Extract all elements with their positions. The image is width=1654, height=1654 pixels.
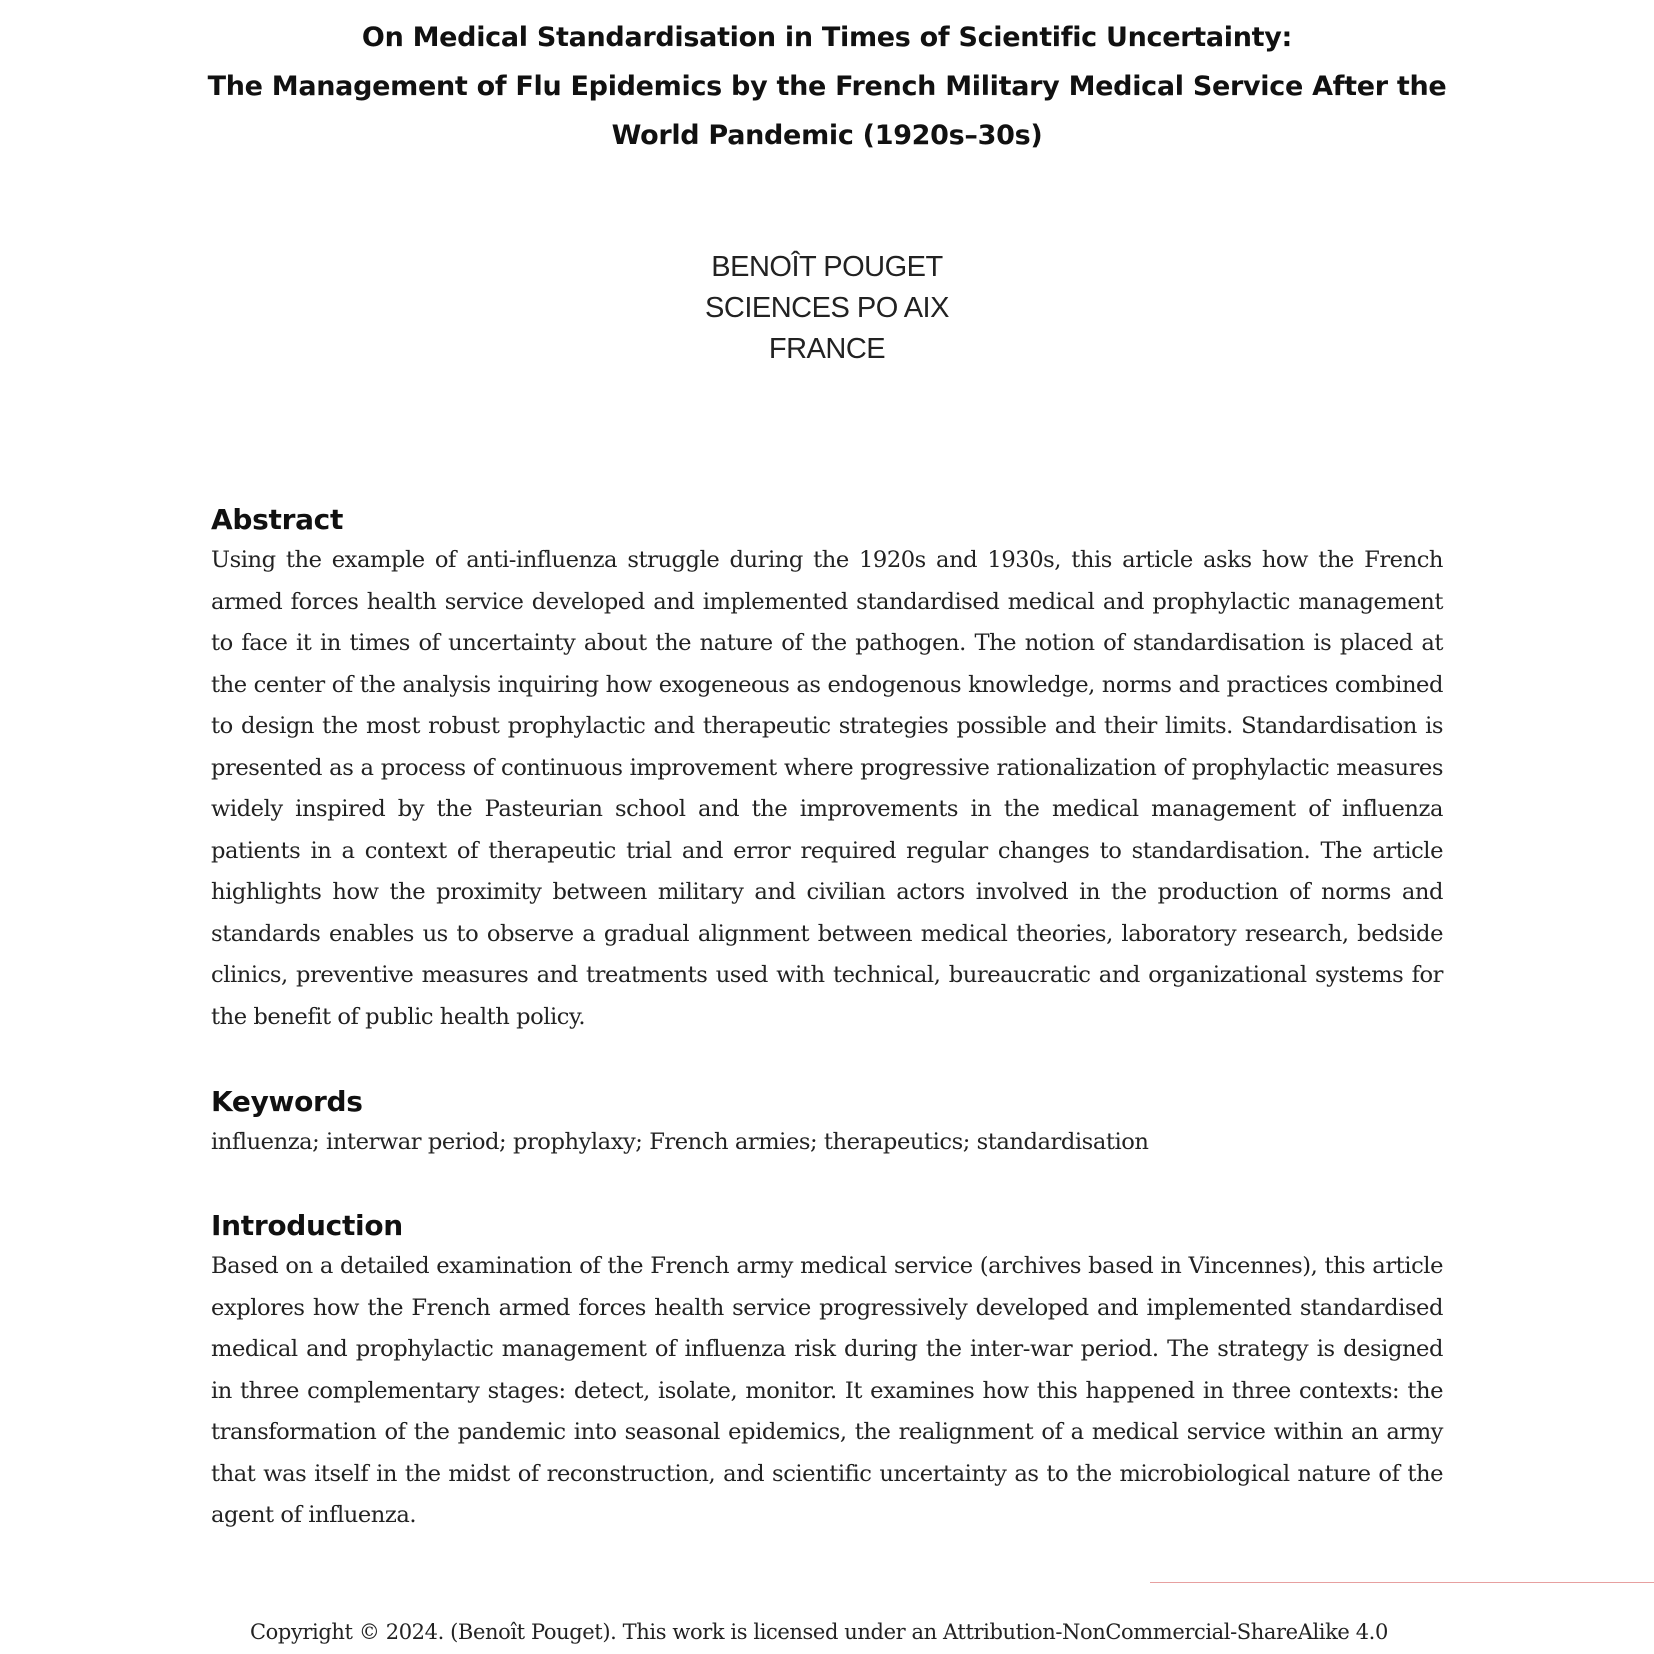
introduction-section [211, 1206, 1443, 1537]
keywords-text: influenza; interwar period; prophylaxy; French armies; therapeutics; standardisation [211, 1129, 1149, 1155]
author-country: FRANCE [768, 333, 886, 365]
paper-title [160, 13, 1494, 160]
abstract-section [211, 500, 1443, 1038]
title-line-1: On Medical Standardisation in Times of Scientific Uncertainty: [361, 22, 1293, 53]
abstract-heading: Abstract [211, 503, 344, 536]
abstract-text: Using the example of anti-influenza struggle during the 1920s and 1930s, this article asks how the French armed forces health service developed and implemented standardised medical and prophylactic management to face it in times of uncertainty about the nature of the pathogen. The notion of standardisation is placed at the center of the analysis inquiring how exogeneous as endogenous knowledge, norms and practices combined to design the most robust prophylactic and therapeutic strategies possible and their limits. Standardisation is presented as a process of continuous improvement where progressive rationalization of prophylactic measures widely inspired by the Pasteurian school and the improvements in the medical management of influenza patients in a context of therapeutic trial and error required regular changes to standardisation. The article highlights how the proximity between military and civilian actors involved in the production of norms and standards enables us to observe a gradual alignment between medical theories, laboratory research, bedside clinics, preventive measures and treatments used with technical, bureaucratic and organizational systems for the benefit of public health policy. [211, 547, 1443, 1030]
copyright-notice: Copyright © 2024. (Benoît Pouget). This work is licensed under an Attribution-NonCommercial-ShareAlike 4.0 [250, 1620, 1388, 1644]
footnote-divider [1150, 1582, 1654, 1583]
author-name: BENOÎT POUGET [711, 251, 943, 283]
author-institution: SCIENCES PO AIX [705, 292, 949, 324]
title-line-3: World Pandemic (1920s–30s) [611, 120, 1043, 151]
keywords-heading: Keywords [211, 1085, 363, 1118]
introduction-heading: Introduction [211, 1209, 403, 1242]
title-line-2: The Management of Flu Epidemics by the French Military Medical Service After the [207, 71, 1447, 102]
keywords-section [211, 1082, 1443, 1164]
author-block [527, 247, 1127, 370]
introduction-text: Based on a detailed examination of the French army medical service (archives based in Vincennes), this article explores how the French armed forces health service progressively developed and implemented standardised medical and prophylactic management of influenza risk during the inter-war period. The strategy is designed in three complementary stages: detect, isolate, monitor. It examines how this happened in three contexts: the transformation of the pandemic into seasonal epidemics, the realignment of a medical service within an army that was itself in the midst of reconstruction, and scientific uncertainty as to the microbiological nature of the agent of influenza. [211, 1253, 1443, 1528]
